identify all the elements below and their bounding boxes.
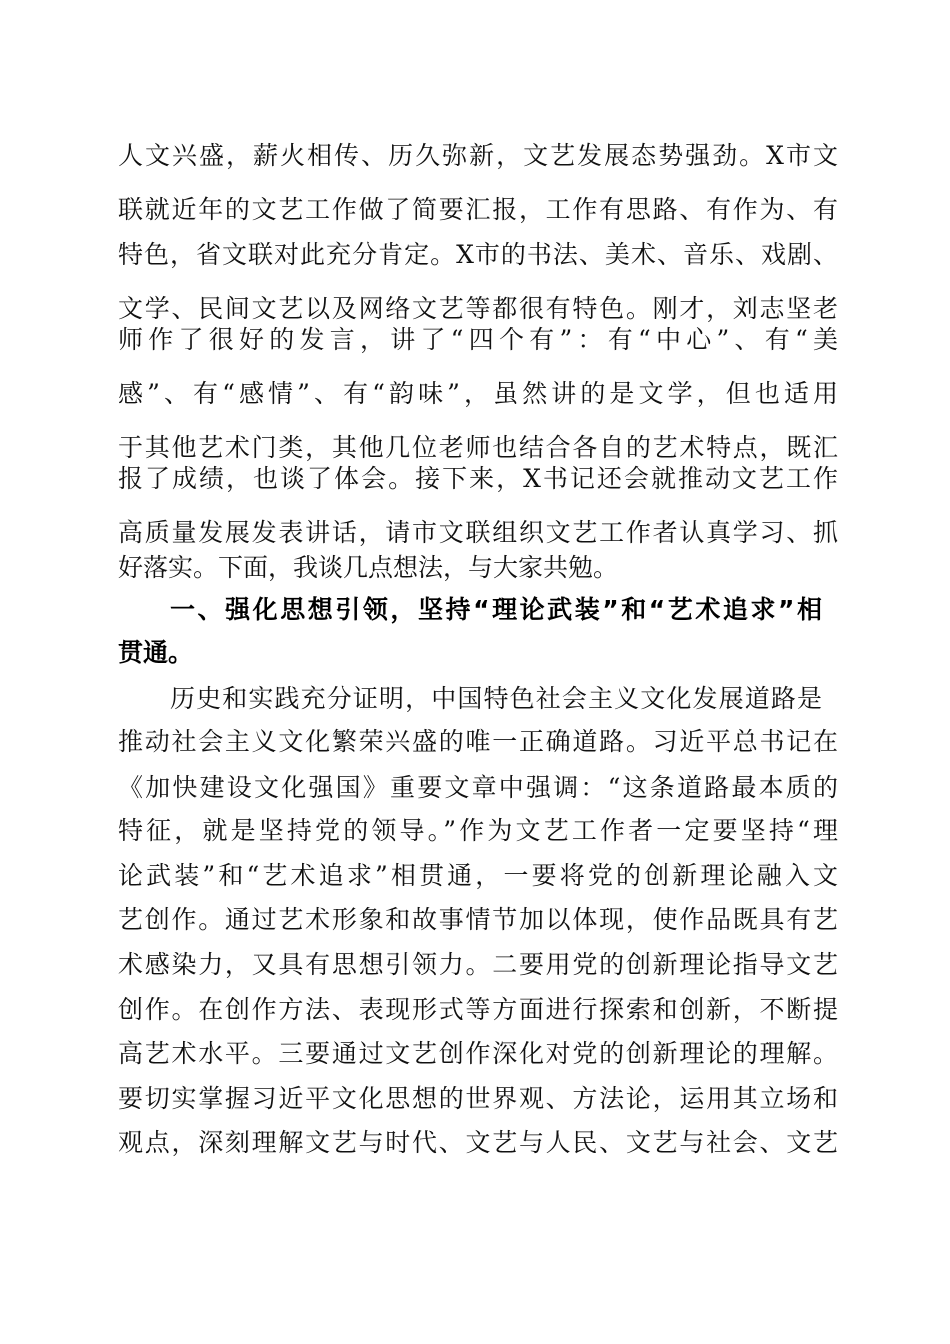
intro-line-8: 报了成绩，也谈了体会。接下来，X书记还会就推动文艺工作 (118, 464, 838, 493)
intro-line-10: 好落实。下面，我谈几点想法，与大家共勉。 (118, 553, 619, 582)
intro-line-5: 师作了很好的发言，讲了“四个有”：有“中心”、有“美 (118, 325, 838, 354)
intro-line-2: 联就近年的文艺工作做了简要汇报，工作有思路、有作为、有 (118, 195, 838, 224)
intro-line-4: 文学、民间文艺以及网络文艺等都很有特色。刚才，刘志坚老 (118, 294, 838, 323)
body-line-10: 要切实掌握习近平文化思想的世界观、方法论，运用其立场和 (118, 1084, 838, 1113)
intro-line-6: 感”、有“感情”、有“韵味”，虽然讲的是文学，但也适用 (118, 379, 838, 408)
body-line-8: 创作。在创作方法、表现形式等方面进行探索和创新，不断提 (118, 995, 838, 1024)
body-line-9: 高艺术水平。三要通过文艺创作深化对党的创新理论的理解。 (118, 1039, 838, 1068)
intro-line-3: 特色，省文联对此充分肯定。X市的书法、美术、音乐、戏剧、 (118, 240, 838, 269)
section-heading-line-2: 贯通。 (118, 638, 194, 667)
body-line-4: 特征，就是坚持党的领导。”作为文艺工作者一定要坚持“理 (118, 816, 838, 845)
intro-line-9: 高质量发展发表讲话，请市文联组织文艺工作者认真学习、抓 (118, 518, 838, 547)
body-line-11: 观点，深刻理解文艺与时代、文艺与人民、文艺与社会、文艺 (118, 1128, 838, 1157)
body-line-2: 推动社会主义文化繁荣兴盛的唯一正确道路。习近平总书记在 (118, 727, 838, 756)
body-line-7: 术感染力，又具有思想引领力。二要用党的创新理论指导文艺 (118, 950, 838, 979)
intro-line-1: 人文兴盛，薪火相传、历久弥新，文艺发展态势强劲。X市文 (118, 141, 838, 170)
section-heading-line-1: 一、强化思想引领，坚持“理论武装”和“艺术追求”相 (170, 595, 822, 624)
body-line-1: 历史和实践充分证明，中国特色社会主义文化发展道路是 (170, 684, 822, 713)
intro-line-7: 于其他艺术门类，其他几位老师也结合各自的艺术特点，既汇 (118, 433, 838, 462)
body-line-6: 艺创作。通过艺术形象和故事情节加以体现，使作品既具有艺 (118, 905, 838, 934)
body-line-3: 《加快建设文化强国》重要文章中强调：“这条道路最本质的 (118, 773, 838, 802)
body-line-5: 论武装”和“艺术追求”相贯通，一要将党的创新理论融入文 (118, 861, 838, 890)
